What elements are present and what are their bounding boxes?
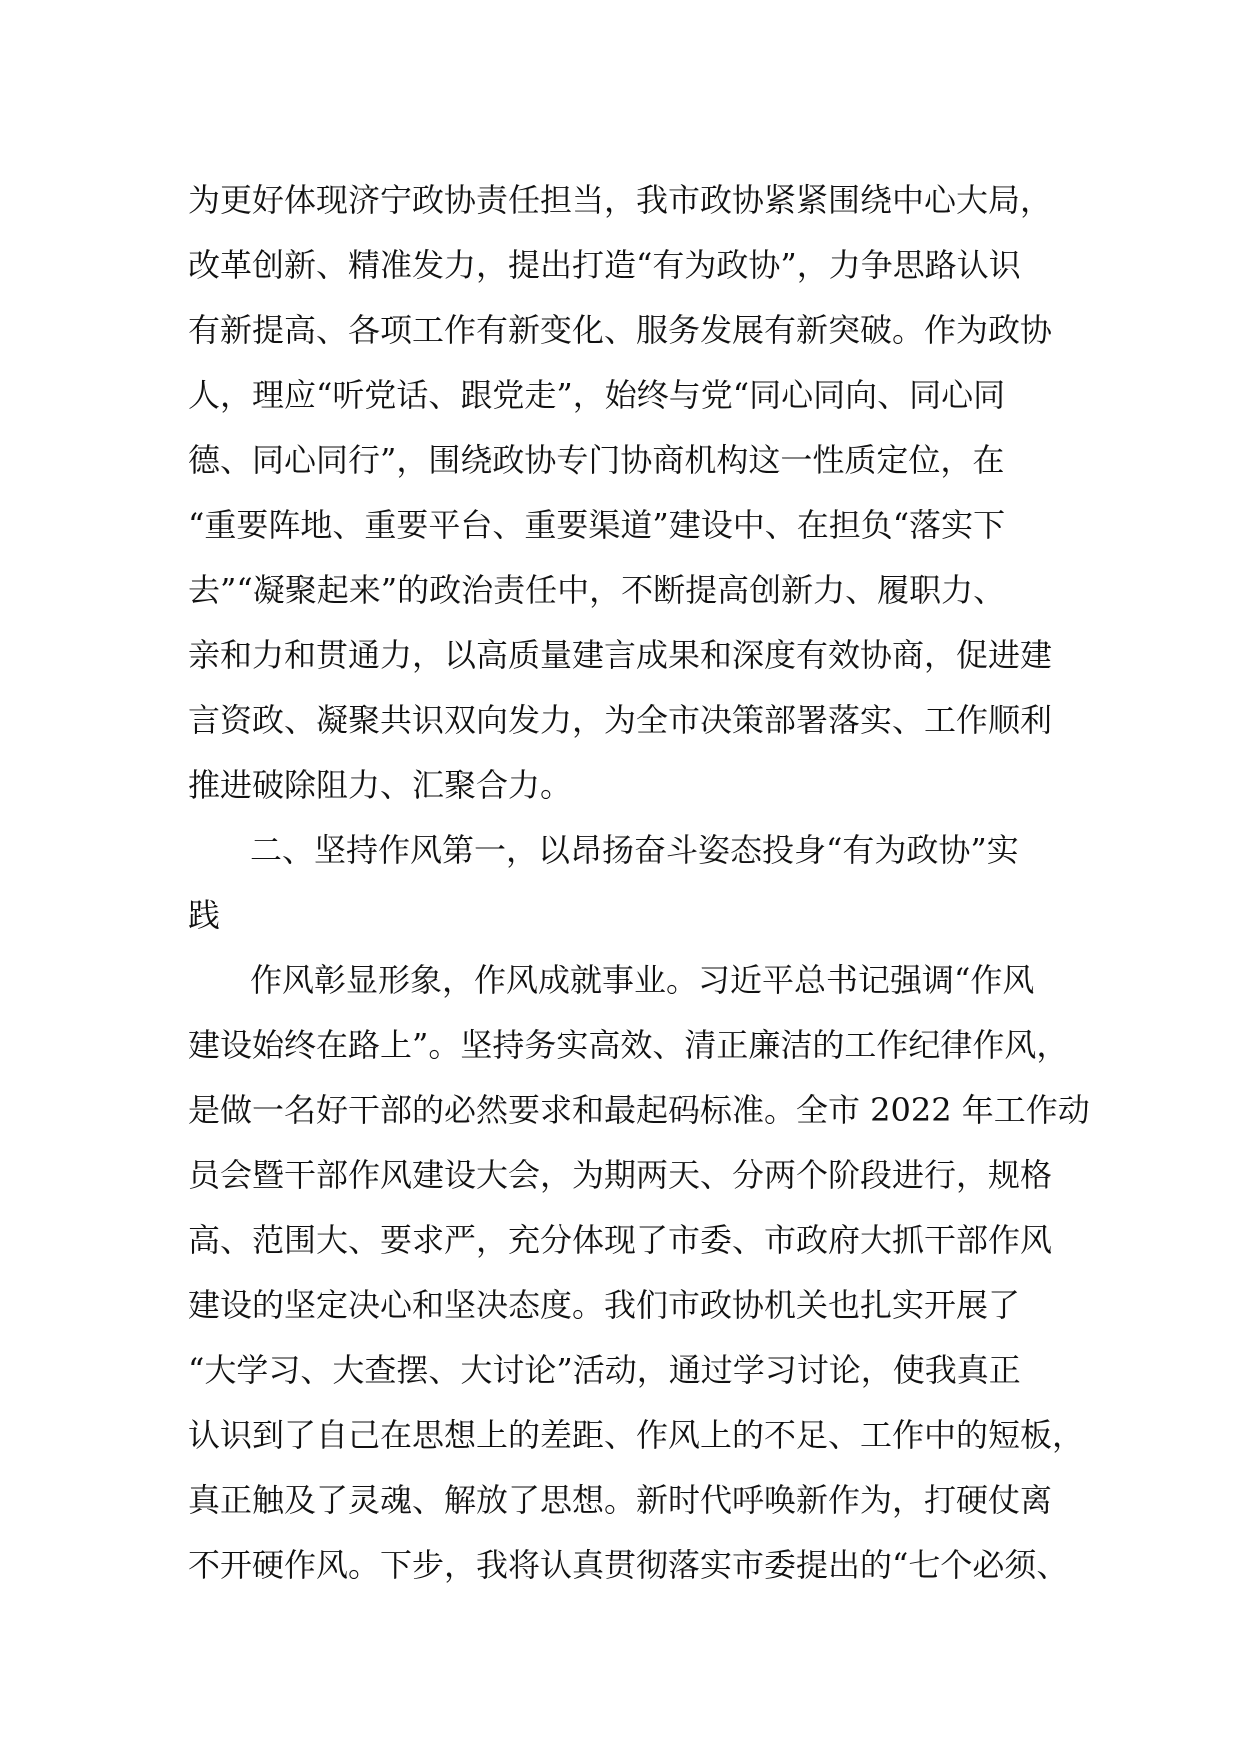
- text-line: 推进破除阻力、汇聚合力。: [188, 766, 573, 804]
- text-line: 认识到了自己在思想上的差距、作风上的不足、工作中的短板，: [188, 1416, 1085, 1454]
- text-line: 员会暨干部作风建设大会，为期两天、分两个阶段进行，规格: [188, 1156, 1053, 1194]
- text-line: 作风彰显形象，作风成就事业。习近平总书记强调“作风: [250, 961, 1035, 999]
- text-line: 人，理应“听党话、跟党走”，始终与党“同心同向、同心同: [188, 376, 1006, 414]
- text-line: 有新提高、各项工作有新变化、服务发展有新突破。作为政协: [188, 311, 1053, 349]
- section-heading-line: 二、坚持作风第一，以昂扬奋斗姿态投身“有为政协”实: [250, 831, 1019, 869]
- text-line: 建设的坚定决心和坚决态度。我们市政协机关也扎实开展了: [188, 1286, 1021, 1324]
- text-line: 亲和力和贯通力，以高质量建言成果和深度有效协商，促进建: [188, 636, 1053, 674]
- text-line: 真正触及了灵魂、解放了思想。新时代呼唤新作为，打硬仗离: [188, 1481, 1053, 1519]
- text-line: “大学习、大查摆、大讨论”活动，通过学习讨论，使我真正: [188, 1351, 1021, 1389]
- text-line: 是做一名好干部的必然要求和最起码标准。全市 2022 年工作动: [188, 1091, 1090, 1129]
- text-line: 言资政、凝聚共识双向发力，为全市决策部署落实、工作顺利: [188, 701, 1053, 739]
- text-line: 去”“凝聚起来”的政治责任中，不断提高创新力、履职力、: [188, 571, 1006, 609]
- text-line: 建设始终在路上”。坚持务实高效、清正廉洁的工作纪律作风，: [188, 1026, 1069, 1064]
- text-line: “重要阵地、重要平台、重要渠道”建设中、在担负“落实下: [188, 506, 1006, 544]
- text-line: 德、同心同行”，围绕政协专门协商机构这一性质定位，在: [188, 441, 1005, 479]
- text-line: 高、范围大、要求严，充分体现了市委、市政府大抓干部作风: [188, 1221, 1053, 1259]
- section-heading-line: 践: [188, 896, 221, 934]
- text-line: 改革创新、精准发力，提出打造“有为政协”，力争思路认识: [188, 246, 1021, 284]
- document-body: [188, 168, 1090, 1598]
- text-line: 不开硬作风。下步，我将认真贯彻落实市委提出的“七个必须、: [188, 1546, 1069, 1584]
- text-line: 为更好体现济宁政协责任担当，我市政协紧紧围绕中心大局，: [188, 181, 1053, 219]
